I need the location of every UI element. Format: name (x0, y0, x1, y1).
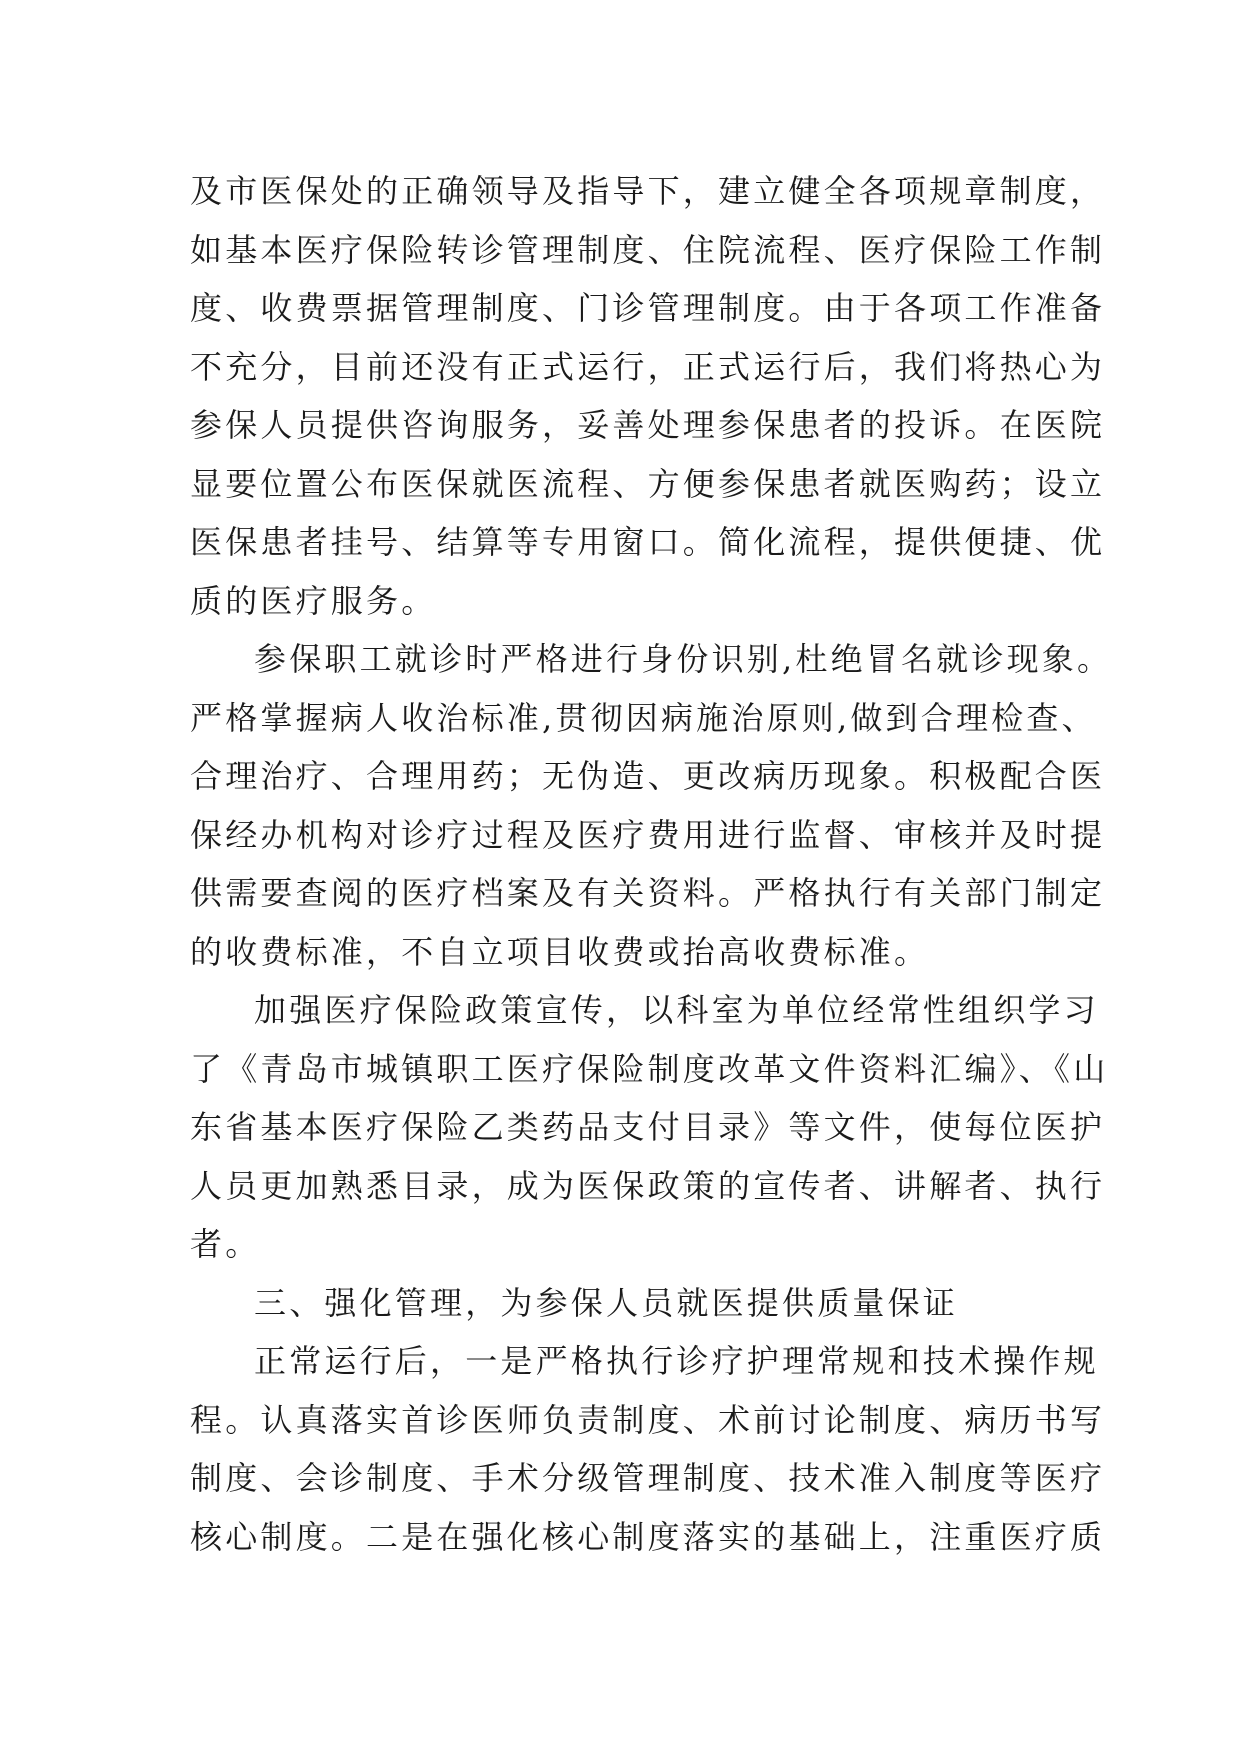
document-body (190, 162, 1113, 1566)
text-line: 了《青岛市城镇职工医疗保险制度改革文件资料汇编》、《山 (190, 1049, 1109, 1088)
text-line: 参保人员提供咨询服务，妥善处理参保患者的投诉。在医院 (190, 406, 1106, 444)
text-line: 人员更加熟悉目录，成为医保政策的宣传者、讲解者、执行 (190, 1166, 1106, 1205)
text-line: 三、强化管理，为参保人员就医提供质量保证 (254, 1283, 959, 1322)
text-line: 正常运行后，一是严格执行诊疗护理常规和技术操作规 (254, 1342, 1099, 1380)
text-line: 者。 (190, 1225, 261, 1263)
text-line: 不充分，目前还没有正式运行，正式运行后，我们将热心为 (190, 347, 1106, 386)
text-line: 的收费标准，不自立项目收费或抬高收费标准。 (190, 932, 930, 971)
text-line: 保经办机构对诊疗过程及医疗费用进行监督、审核并及时提 (190, 815, 1106, 854)
text-line: 制度、会诊制度、手术分级管理制度、技术准入制度等医疗 (190, 1459, 1106, 1497)
text-line: 核心制度。二是在强化核心制度落实的基础上，注重医疗质 (190, 1517, 1106, 1556)
text-line: 东省基本医疗保险乙类药品支付目录》等文件，使每位医护 (190, 1108, 1106, 1146)
text-line: 加强医疗保险政策宣传，以科室为单位经常性组织学习 (254, 991, 1099, 1029)
text-line: 参保职工就诊时严格进行身份识别,杜绝冒名就诊现象。 (254, 640, 1113, 678)
text-line: 严格掌握病人收治标准,贯彻因病施治原则,做到合理检查、 (190, 698, 1097, 737)
text-line: 医保患者挂号、结算等专用窗口。简化流程，提供便捷、优 (190, 523, 1106, 561)
text-line: 质的医疗服务。 (190, 581, 437, 620)
text-line: 及市医保处的正确领导及指导下，建立健全各项规章制度， (190, 172, 1106, 210)
text-line: 程。认真落实首诊医师负责制度、术前讨论制度、病历书写 (190, 1400, 1106, 1439)
text-line: 供需要查阅的医疗档案及有关资料。严格执行有关部门制定 (190, 874, 1106, 912)
text-line: 度、收费票据管理制度、门诊管理制度。由于各项工作准备 (190, 289, 1106, 327)
text-line: 如基本医疗保险转诊管理制度、住院流程、医疗保险工作制 (190, 230, 1106, 269)
text-line: 合理治疗、合理用药；无伪造、更改病历现象。积极配合医 (190, 757, 1106, 795)
text-line: 显要位置公布医保就医流程、方便参保患者就医购药；设立 (190, 464, 1106, 503)
